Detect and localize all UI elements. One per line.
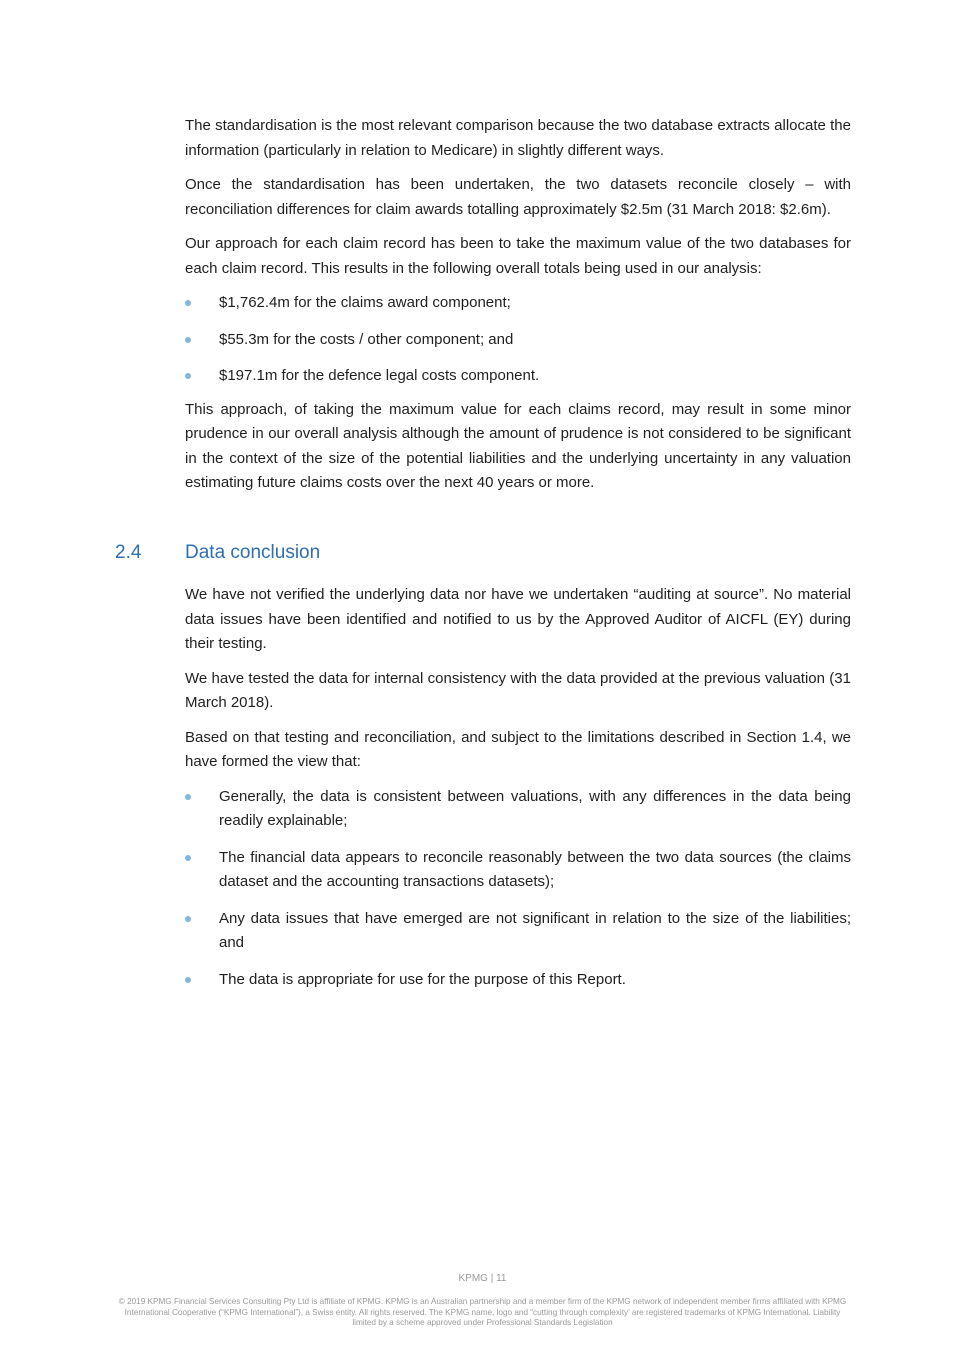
bullet-icon	[185, 300, 191, 306]
legal-disclaimer: © 2019 KPMG Financial Services Consulting Pty Ltd is affiliate of KPMG. KPMG is an Australian partnership and a member firm of the KPMG network of independent member firms affiliated with KPMG International Cooperative (“KPMG International”), a Swiss entity. All rights reserved. The KPMG name, logo and “cutting through complexity’ are registered trademarks of KPMG International. Liability limited by a scheme approved under Professional Standards Legislation	[118, 1297, 847, 1327]
list-item: $1,762.4m for the claims award component;	[185, 291, 851, 316]
paragraph: We have tested the data for internal consistency with the data provided at the previous valuation (31 March 2018).	[185, 669, 851, 711]
paragraph: This approach, of taking the maximum value for each claims record, may result in some minor prudence in our overall analysis although the amount of prudence is not considered to be significant in the context of the size of the potential liabilities and the underlying uncertainty in any valuation estimating future claims costs over the next 40 years or more.	[185, 400, 851, 491]
paragraph: Based on that testing and reconciliation, and subject to the limitations described in Section 1.4, we have formed the view that:	[185, 728, 851, 770]
page-number: KPMG | 11	[458, 1273, 507, 1284]
section-reconciliation	[185, 114, 851, 506]
list-item: The data is appropriate for use for the purpose of this Report.	[185, 968, 851, 993]
paragraph: We have not verified the underlying data nor have we undertaken “auditing at source”. No material data issues have been identified and notified to us by the Approved Auditor of AICFL (EY) during their testing.	[185, 586, 851, 652]
paragraph: Our approach for each claim record has been to take the maximum value of the two databases for each claim record. This results in the following overall totals being used in our analysis:	[185, 235, 851, 277]
bullet-icon	[185, 855, 191, 861]
list-item: Generally, the data is consistent between valuations, with any differences in the data being readily explainable;	[185, 785, 851, 834]
section-heading	[115, 542, 320, 564]
bullet-icon	[185, 373, 191, 379]
bullet-icon	[185, 977, 191, 983]
section-number: 2.4	[115, 542, 142, 563]
list-item: $197.1m for the defence legal costs component.	[185, 364, 851, 389]
conclusion-list	[185, 785, 851, 993]
bullet-icon	[185, 337, 191, 343]
section-title: Data conclusion	[185, 542, 321, 563]
list-item: $55.3m for the costs / other component; and	[185, 328, 851, 353]
bullet-icon	[185, 794, 191, 800]
list-item: The financial data appears to reconcile reasonably between the two data sources (the claims dataset and the accounting transactions datasets);	[185, 846, 851, 895]
section-data-conclusion	[185, 583, 851, 1004]
bullet-icon	[185, 916, 191, 922]
list-item: Any data issues that have emerged are not significant in relation to the size of the liabilities; and	[185, 907, 851, 956]
totals-list	[185, 291, 851, 389]
paragraph: The standardisation is the most relevant comparison because the two database extracts allocate the information (particularly in relation to Medicare) in slightly different ways.	[185, 117, 851, 159]
paragraph: Once the standardisation has been undertaken, the two datasets reconcile closely – with reconciliation differences for claim awards totalling approximately $2.5m (31 March 2018: $2.6m).	[185, 176, 851, 218]
